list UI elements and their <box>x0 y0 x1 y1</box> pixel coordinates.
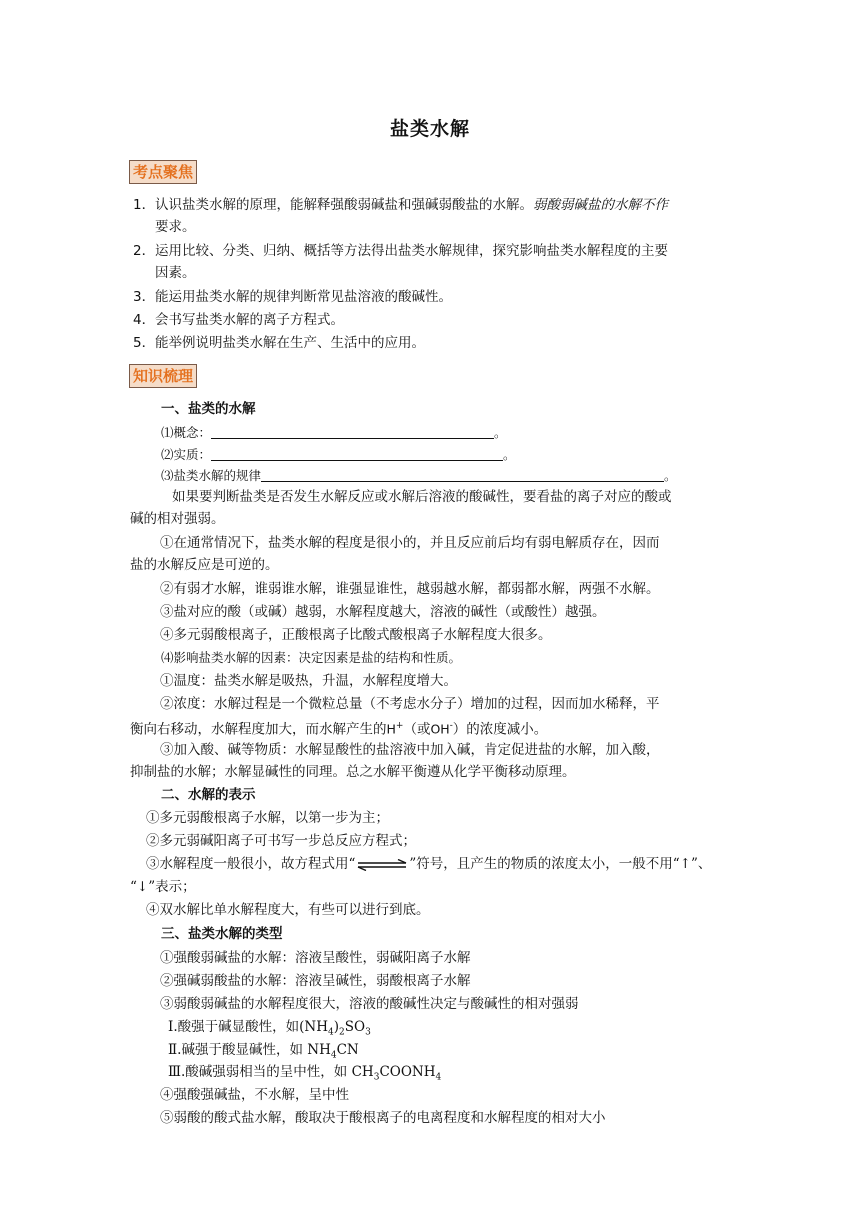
factor-3a: ③加入酸、碱等物质：水解显酸性的盐溶液中加入碱，肯定促进盐的水解，加入酸， <box>160 742 660 758</box>
rule-blank[interactable] <box>261 467 664 482</box>
text-segment: Ⅱ.碱强于酸显碱性，如 NH <box>168 1042 331 1058</box>
intro-line-a: 如果要判断盐类是否发生水解反应或水解后溶液的酸碱性，要看盐的离子对应的酸或 <box>172 489 672 505</box>
notation-4: ④双水解比单水解程度大，有些可以进行到底。 <box>146 902 430 918</box>
objective-text: 能举例说明盐类水解在生产、生活中的应用。 <box>155 335 425 351</box>
text-segment: COONH <box>379 1064 436 1080</box>
objective-text: 运用比较、分类、归纳、概括等方法得出盐类水解规律，探究影响盐类水解程度的主要 <box>155 243 668 259</box>
rule-label: ⑶盐类水解的规律 <box>161 468 262 483</box>
objective-5 <box>133 333 425 353</box>
factor-1: ①温度：盐类水解是吸热，升温，水解程度增大。 <box>160 673 457 689</box>
text-segment: （或 <box>403 721 431 738</box>
factor-2a: ②浓度：水解过程是一个微粒总量（不考虑水分子）增加的过程，因而加水稀释，平 <box>160 696 660 712</box>
text-segment: ③水解程度一般很小，故方程式用“ <box>146 856 356 872</box>
charge: + <box>395 721 404 731</box>
objective-4 <box>133 310 344 330</box>
objective-number: 1． <box>133 197 156 213</box>
concept-blank[interactable] <box>211 424 494 439</box>
objective-2-cont: 因素。 <box>155 265 196 281</box>
rule-point-2: ②有弱才水解，谁弱谁水解，谁强显谁性，越弱越水解，都弱都水解，两强不水解。 <box>160 581 660 597</box>
objective-1 <box>133 195 668 215</box>
objective-number: 2． <box>133 243 156 259</box>
part2-heading: 二、水解的表示 <box>161 787 256 803</box>
text-segment: ）的浓度减小。 <box>452 721 548 738</box>
rule-line <box>161 466 677 486</box>
intro-line-b: 碱的相对强弱。 <box>130 511 225 527</box>
subscript: 4 <box>435 1072 442 1083</box>
factor-2b <box>130 716 547 740</box>
rule-point-1b: 盐的水解反应是可逆的。 <box>130 557 279 573</box>
text-segment: Ⅲ.酸碱强弱相当的呈中性，如 CH <box>168 1064 374 1080</box>
rule-point-1a: ①在通常情况下，盐类水解的程度是很小的，并且反应前后均有弱电解质存在，因而 <box>160 535 660 551</box>
concept-line <box>161 423 507 443</box>
subscript: 4 <box>327 1027 334 1038</box>
text-segment: ”符号，且产生的物质的浓度太小，一般不用“↑”、 <box>409 856 712 872</box>
text-segment: ) <box>333 1019 339 1035</box>
type-2: ②强碱弱酸盐的水解：溶液呈碱性，弱酸根离子水解 <box>160 973 471 989</box>
period: 。 <box>664 468 677 483</box>
h-ion: H <box>386 721 396 737</box>
section-tag-focus: 考点聚焦 <box>129 160 197 184</box>
section-tag-knowledge: 知识梳理 <box>129 364 197 388</box>
part1-heading: 一、盐类的水解 <box>161 401 256 417</box>
objective-number: 3． <box>133 289 156 305</box>
concept-label: ⑴概念： <box>161 425 212 440</box>
subscript: 2 <box>339 1027 345 1038</box>
factors-line: ⑷影响盐类水解的因素：决定因素是盐的结构和性质。 <box>161 650 462 665</box>
subscript: 3 <box>365 1027 371 1038</box>
objective-text: 能运用盐类水解的规律判断常见盐溶液的酸碱性。 <box>155 289 452 305</box>
essence-blank[interactable] <box>211 446 503 461</box>
objective-number: 4． <box>133 312 156 328</box>
notation-3b: “↓”表示； <box>130 879 196 895</box>
charge: - <box>449 721 453 731</box>
objective-text: 认识盐类水解的原理，能解释强酸弱碱盐和强碱弱酸盐的水解。 <box>155 197 533 213</box>
oh-ion: OH <box>430 721 450 737</box>
objective-2 <box>133 241 668 261</box>
factor-3b: 抑制盐的水解；水解显碱性的同理。总之水解平衡遵从化学平衡移动原理。 <box>130 764 576 780</box>
essence-line <box>161 445 516 465</box>
subscript: 3 <box>373 1072 380 1083</box>
essence-label: ⑵实质： <box>161 447 212 462</box>
text-segment: Ⅰ.酸强于碱显酸性，如(NH <box>168 1019 328 1035</box>
rule-point-3: ③盐对应的酸（或碱）越弱，水解程度越大，溶液的碱性（或酸性）越强。 <box>160 604 606 620</box>
rule-point-4: ④多元弱酸根离子，正酸根离子比酸式酸根离子水解程度大很多。 <box>160 627 552 643</box>
notation-1: ①多元弱酸根离子水解，以第一步为主； <box>146 810 389 826</box>
type-3-iii <box>168 1062 441 1088</box>
objective-1-cont: 要求。 <box>155 219 196 235</box>
type-3: ③弱酸弱碱盐的水解程度很大，溶液的酸碱性决定与酸碱性的相对强弱 <box>160 996 579 1012</box>
objective-number: 5． <box>133 335 156 351</box>
objective-note: 弱酸弱碱盐的水解不作 <box>533 197 668 213</box>
objective-text: 会书写盐类水解的离子方程式。 <box>155 312 344 328</box>
notation-2: ②多元弱碱阳离子可书写一步总反应方程式； <box>146 833 416 849</box>
type-1: ①强酸弱碱盐的水解：溶液呈酸性，弱碱阳离子水解 <box>160 950 471 966</box>
objective-3 <box>133 287 452 307</box>
subscript: 4 <box>330 1050 337 1061</box>
part3-heading: 三、盐类水解的类型 <box>161 926 283 942</box>
text-segment: SO <box>344 1019 366 1035</box>
period: 。 <box>494 425 507 440</box>
notation-3 <box>146 854 711 874</box>
period: 。 <box>503 447 516 462</box>
page-title: 盐类水解 <box>389 118 470 140</box>
text-segment: CN <box>336 1042 359 1058</box>
text-segment: 衡向右移动，水解程度加大，而水解产生的 <box>130 721 387 738</box>
type-4: ④强酸强碱盐，不水解，呈中性 <box>160 1087 349 1103</box>
type-3-i <box>168 1017 371 1043</box>
type-5: ⑤弱酸的酸式盐水解，酸取决于酸根离子的电离程度和水解程度的相对大小 <box>160 1110 606 1126</box>
reversible-arrow-icon <box>356 859 408 871</box>
